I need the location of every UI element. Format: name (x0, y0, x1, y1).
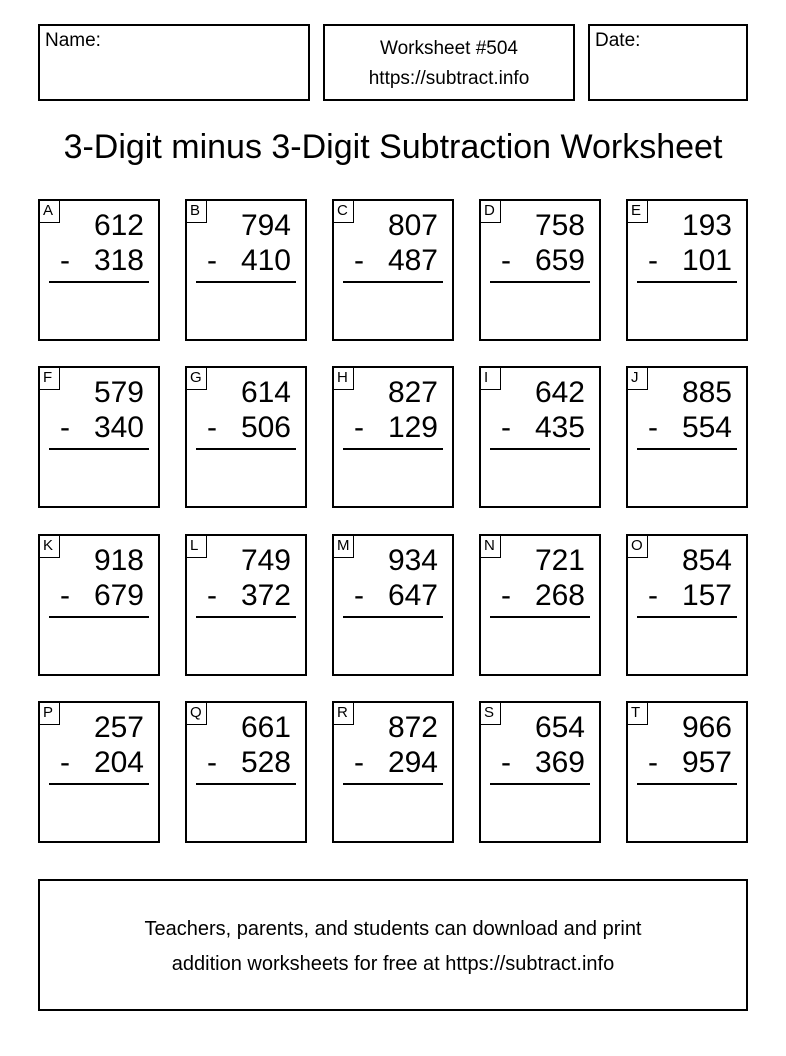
minuend: 614 (240, 376, 291, 409)
problem-letter: B (187, 201, 207, 223)
problem-grid (38, 199, 748, 843)
minus-sign: - (648, 244, 658, 277)
answer-line (49, 281, 149, 283)
footer-box (38, 879, 748, 1011)
minuend: 654 (534, 711, 585, 744)
worksheet-url: https://subtract.info (368, 68, 530, 89)
problem-letter: K (40, 536, 60, 558)
name-label: Name: (45, 30, 101, 51)
problem-card[interactable] (479, 701, 601, 843)
subtrahend: 487 (387, 244, 438, 277)
minus-sign: - (354, 244, 364, 277)
answer-line (196, 616, 296, 618)
minuend: 934 (387, 544, 438, 577)
problem-card[interactable] (38, 534, 160, 676)
subtrahend: 659 (534, 244, 585, 277)
problem-card[interactable] (479, 534, 601, 676)
problem-card[interactable] (332, 534, 454, 676)
problem-letter: G (187, 368, 207, 390)
answer-line (49, 783, 149, 785)
problem-letter: I (481, 368, 501, 390)
subtrahend: 101 (681, 244, 732, 277)
problem-card[interactable] (479, 366, 601, 508)
minuend: 885 (681, 376, 732, 409)
footer-line-1: Teachers, parents, and students can download and print (144, 918, 642, 940)
answer-line (49, 448, 149, 450)
minuend: 807 (387, 209, 438, 242)
worksheet-info-box (323, 24, 575, 101)
minuend: 661 (240, 711, 291, 744)
subtrahend: 369 (534, 746, 585, 779)
problem-letter: E (628, 201, 648, 223)
problem-card[interactable] (38, 701, 160, 843)
answer-line (490, 783, 590, 785)
minuend: 966 (681, 711, 732, 744)
problem-card[interactable] (332, 199, 454, 341)
minus-sign: - (60, 244, 70, 277)
subtrahend: 204 (93, 746, 144, 779)
answer-line (490, 448, 590, 450)
answer-line (343, 616, 443, 618)
problem-card[interactable] (626, 366, 748, 508)
answer-line (196, 448, 296, 450)
subtrahend: 294 (387, 746, 438, 779)
problem-letter: O (628, 536, 648, 558)
subtrahend: 340 (93, 411, 144, 444)
problem-letter: F (40, 368, 60, 390)
date-label: Date: (595, 30, 641, 51)
problem-letter: Q (187, 703, 207, 725)
minus-sign: - (60, 579, 70, 612)
problem-card[interactable] (185, 199, 307, 341)
problem-card[interactable] (332, 701, 454, 843)
problem-letter: T (628, 703, 648, 725)
subtrahend: 410 (240, 244, 291, 277)
footer-line-2: addition worksheets for free at https://subtract.info (171, 953, 615, 975)
answer-line (637, 783, 737, 785)
minus-sign: - (648, 579, 658, 612)
minuend: 721 (534, 544, 585, 577)
problem-letter: N (481, 536, 501, 558)
problem-card[interactable] (332, 366, 454, 508)
problem-card[interactable] (479, 199, 601, 341)
problem-card[interactable] (626, 534, 748, 676)
problem-letter: L (187, 536, 207, 558)
minus-sign: - (354, 746, 364, 779)
problem-letter: A (40, 201, 60, 223)
minus-sign: - (648, 411, 658, 444)
answer-line (196, 281, 296, 283)
problem-card[interactable] (626, 701, 748, 843)
subtrahend: 157 (681, 579, 732, 612)
problem-card[interactable] (38, 366, 160, 508)
answer-line (637, 448, 737, 450)
subtrahend: 647 (387, 579, 438, 612)
minus-sign: - (501, 411, 511, 444)
minuend: 642 (534, 376, 585, 409)
subtrahend: 679 (93, 579, 144, 612)
subtrahend: 318 (93, 244, 144, 277)
minus-sign: - (207, 579, 217, 612)
subtrahend: 554 (681, 411, 732, 444)
minuend: 749 (240, 544, 291, 577)
answer-line (490, 616, 590, 618)
problem-letter: S (481, 703, 501, 725)
problem-letter: D (481, 201, 501, 223)
minus-sign: - (354, 411, 364, 444)
answer-line (196, 783, 296, 785)
minuend: 758 (534, 209, 585, 242)
answer-line (490, 281, 590, 283)
problem-letter: C (334, 201, 354, 223)
minus-sign: - (60, 411, 70, 444)
problem-card[interactable] (185, 701, 307, 843)
problem-card[interactable] (185, 534, 307, 676)
minuend: 612 (93, 209, 144, 242)
minus-sign: - (207, 244, 217, 277)
problem-card[interactable] (185, 366, 307, 508)
minus-sign: - (648, 746, 658, 779)
answer-line (637, 616, 737, 618)
minus-sign: - (207, 411, 217, 444)
name-field-box[interactable] (38, 24, 310, 101)
problem-letter: M (334, 536, 354, 558)
minuend: 854 (681, 544, 732, 577)
answer-line (343, 281, 443, 283)
minuend: 193 (681, 209, 732, 242)
subtrahend: 268 (534, 579, 585, 612)
problem-card[interactable] (626, 199, 748, 341)
minus-sign: - (60, 746, 70, 779)
minuend: 794 (240, 209, 291, 242)
problem-letter: P (40, 703, 60, 725)
answer-line (637, 281, 737, 283)
minuend: 579 (93, 376, 144, 409)
minus-sign: - (501, 244, 511, 277)
answer-line (343, 783, 443, 785)
subtrahend: 129 (387, 411, 438, 444)
answer-line (343, 448, 443, 450)
minuend: 257 (93, 711, 144, 744)
page-title: 3-Digit minus 3-Digit Subtraction Worksheet (63, 128, 723, 166)
minuend: 827 (387, 376, 438, 409)
minuend: 872 (387, 711, 438, 744)
subtrahend: 435 (534, 411, 585, 444)
date-field-box[interactable] (588, 24, 748, 101)
subtrahend: 372 (240, 579, 291, 612)
minus-sign: - (207, 746, 217, 779)
minus-sign: - (501, 746, 511, 779)
minus-sign: - (501, 579, 511, 612)
minuend: 918 (93, 544, 144, 577)
problem-letter: J (628, 368, 648, 390)
subtrahend: 957 (681, 746, 732, 779)
problem-card[interactable] (38, 199, 160, 341)
minus-sign: - (354, 579, 364, 612)
problem-letter: H (334, 368, 354, 390)
problem-letter: R (334, 703, 354, 725)
subtrahend: 528 (240, 746, 291, 779)
subtrahend: 506 (240, 411, 291, 444)
answer-line (49, 616, 149, 618)
worksheet-number: Worksheet #504 (379, 38, 518, 59)
